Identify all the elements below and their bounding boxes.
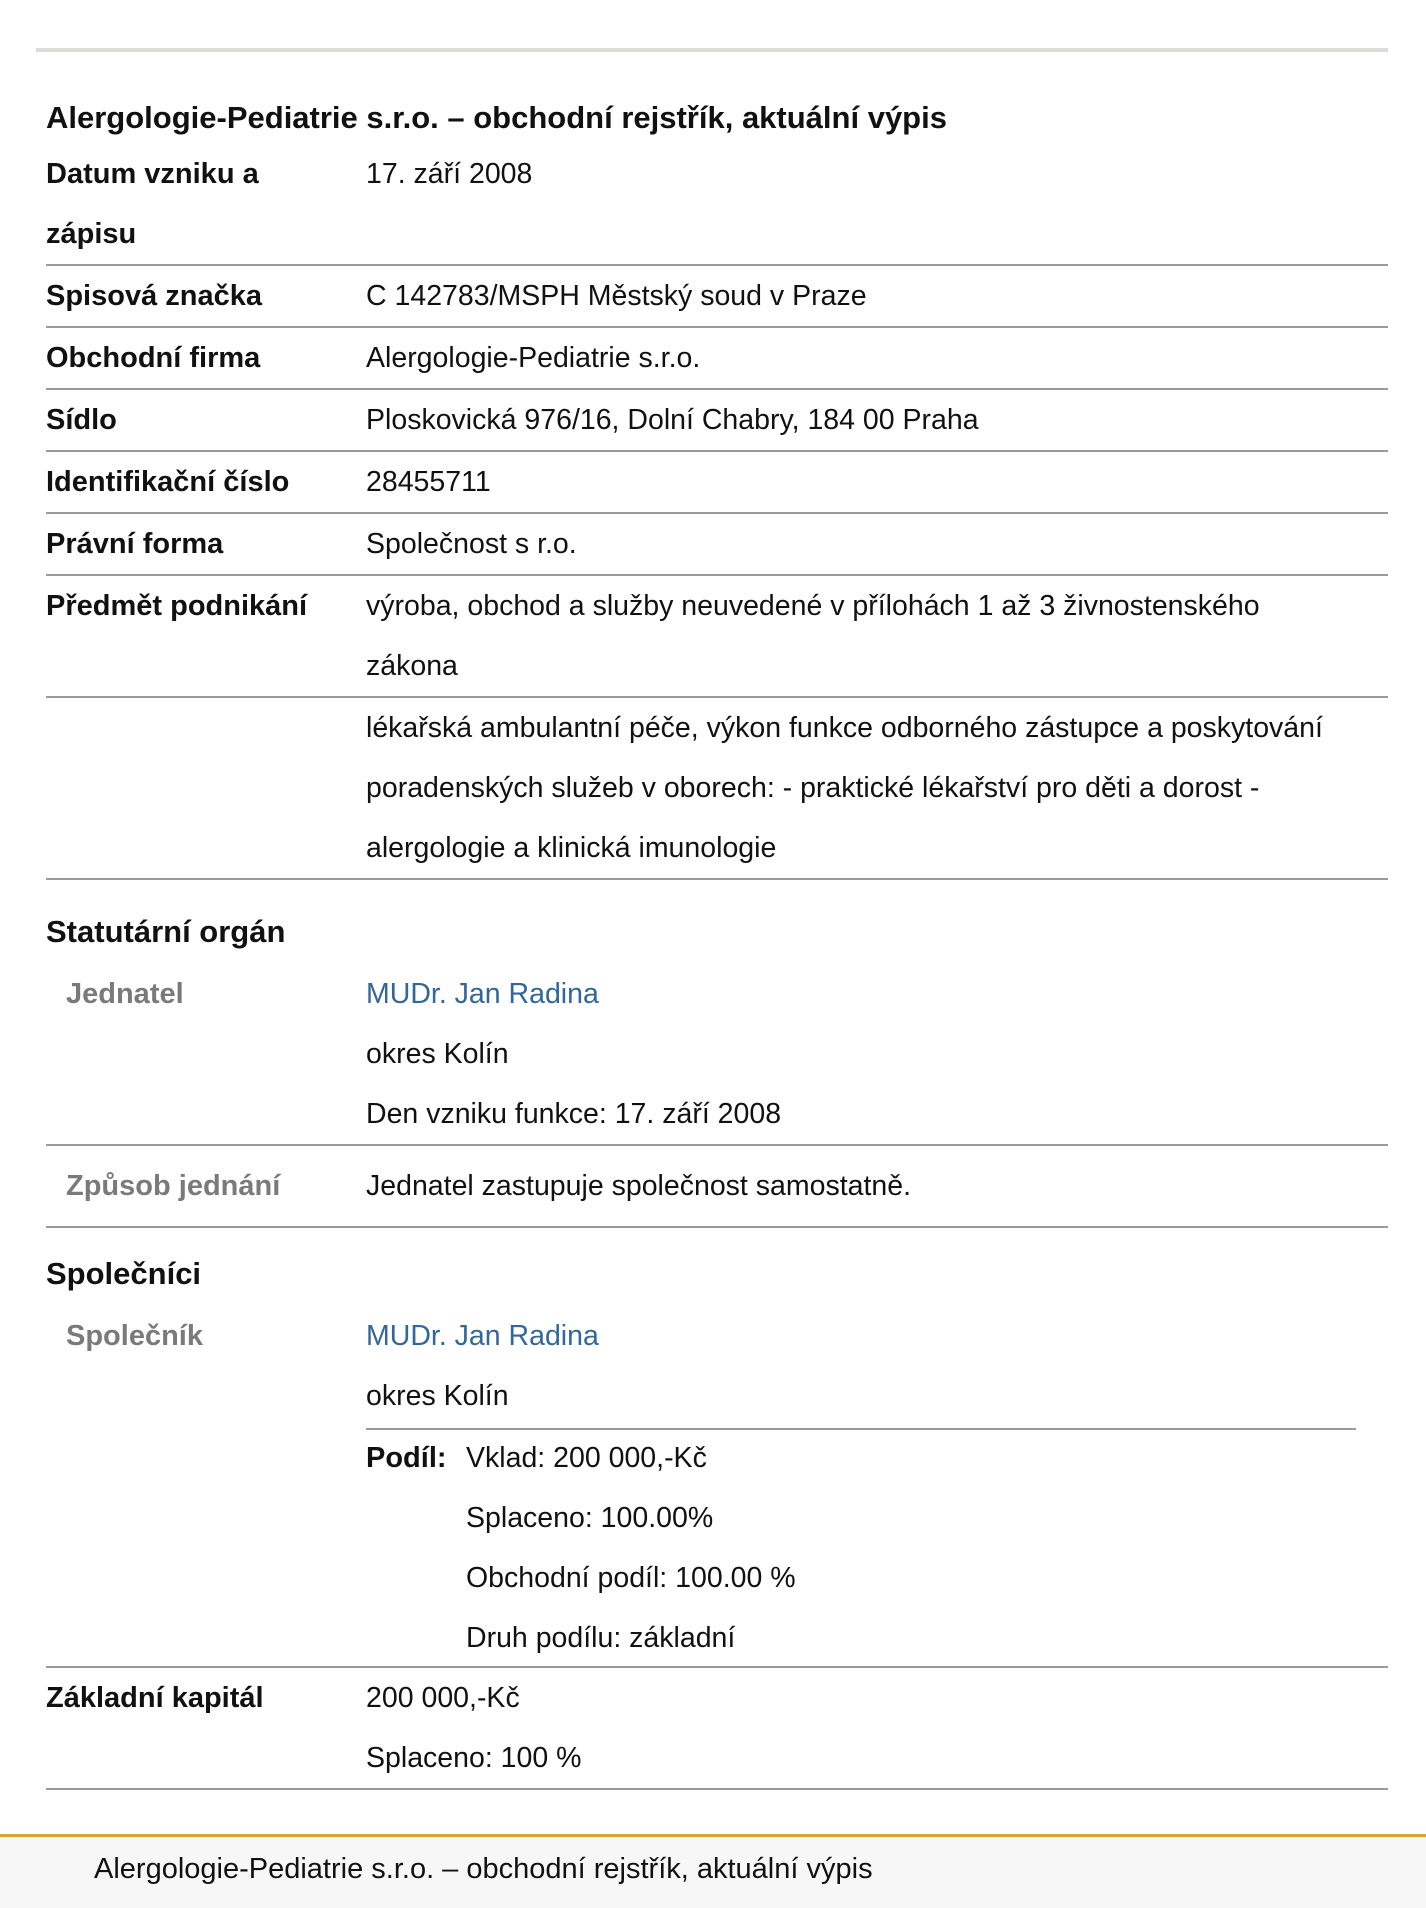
row-ico xyxy=(46,452,1388,514)
row-predmet-podnikani-2 xyxy=(46,698,1388,880)
value-zpusob-jednani: Jednatel zastupuje společnost samostatně. xyxy=(366,1170,912,1202)
value-datum-vzniku: 17. září 2008 xyxy=(366,158,533,190)
label-sidlo: Sídlo xyxy=(46,404,117,436)
page-title: Alergologie-Pediatrie s.r.o. – obchodní rejstřík, aktuální výpis xyxy=(46,100,947,135)
label-ico: Identifikační číslo xyxy=(46,466,290,498)
footer-title: Alergologie-Pediatrie s.r.o. – obchodní rejstřík, aktuální výpis xyxy=(94,1853,873,1885)
top-divider xyxy=(36,48,1388,52)
value-sidlo: Ploskovická 976/16, Dolní Chabry, 184 00 Praha xyxy=(366,404,979,436)
jednatel-name-link[interactable]: MUDr. Jan Radina xyxy=(366,978,599,1010)
value-vklad: Vklad: 200 000,-Kč xyxy=(466,1442,707,1474)
value-obchodni-podil: Obchodní podíl: 100.00 % xyxy=(466,1562,796,1594)
value-jednatel-okres: okres Kolín xyxy=(366,1038,509,1070)
value-splaceno-podil: Splaceno: 100.00% xyxy=(466,1502,714,1534)
row-jednatel xyxy=(46,964,1388,1146)
value-druh-podilu: Druh podílu: základní xyxy=(466,1622,736,1654)
row-spolecnik xyxy=(46,1306,1388,1668)
label-datum-vzniku-1: Datum vzniku a xyxy=(46,158,259,190)
value-obchodni-firma: Alergologie-Pediatrie s.r.o. xyxy=(366,342,701,374)
label-podil: Podíl: xyxy=(366,1442,447,1474)
label-zakladni-kapital: Základní kapitál xyxy=(46,1682,264,1714)
label-pravni-forma: Právní forma xyxy=(46,528,224,560)
value-pravni-forma: Společnost s r.o. xyxy=(366,528,577,560)
row-datum-vzniku xyxy=(46,144,1388,266)
row-zakladni-kapital xyxy=(46,1668,1388,1790)
value-spisova-znacka: C 142783/MSPH Městský soud v Praze xyxy=(366,280,867,312)
value-den-vzniku-funkce: Den vzniku funkce: 17. září 2008 xyxy=(366,1098,782,1130)
value-predmet-1-line1: výroba, obchod a služby neuvedené v přílohách 1 až 3 živnostenského xyxy=(366,590,1260,622)
section-statutarni-organ: Statutární orgán xyxy=(46,914,286,949)
row-sidlo xyxy=(46,390,1388,452)
label-datum-vzniku-2: zápisu xyxy=(46,218,137,250)
section-spolecnici: Společníci xyxy=(46,1256,202,1291)
label-spisova-znacka: Spisová značka xyxy=(46,280,262,312)
row-spisova-znacka xyxy=(46,266,1388,328)
footer xyxy=(0,1837,1426,1908)
row-pravni-forma xyxy=(46,514,1388,576)
label-spolecnik: Společník xyxy=(66,1320,203,1352)
value-predmet-2-line2: poradenských služeb v oborech: - praktické lékařství pro děti a dorost - xyxy=(366,772,1260,804)
row-obchodni-firma xyxy=(46,328,1388,390)
label-zpusob-jednani: Způsob jednání xyxy=(66,1170,281,1202)
label-jednatel: Jednatel xyxy=(66,978,184,1010)
value-kapital-splaceno: Splaceno: 100 % xyxy=(366,1742,582,1774)
row-zpusob-jednani xyxy=(46,1146,1388,1228)
label-obchodni-firma: Obchodní firma xyxy=(46,342,261,374)
spolecnik-name-link[interactable]: MUDr. Jan Radina xyxy=(366,1320,599,1352)
value-ico: 28455711 xyxy=(366,466,491,498)
value-predmet-1-line2: zákona xyxy=(366,650,458,682)
value-spolecnik-okres: okres Kolín xyxy=(366,1380,509,1412)
value-predmet-2-line1: lékařská ambulantní péče, výkon funkce odborného zástupce a poskytování xyxy=(366,712,1323,744)
value-zakladni-kapital: 200 000,-Kč xyxy=(366,1682,520,1714)
value-predmet-2-line3: alergologie a klinická imunologie xyxy=(366,832,777,864)
row-predmet-podnikani xyxy=(46,576,1388,698)
label-predmet-podnikani: Předmět podnikání xyxy=(46,590,308,622)
